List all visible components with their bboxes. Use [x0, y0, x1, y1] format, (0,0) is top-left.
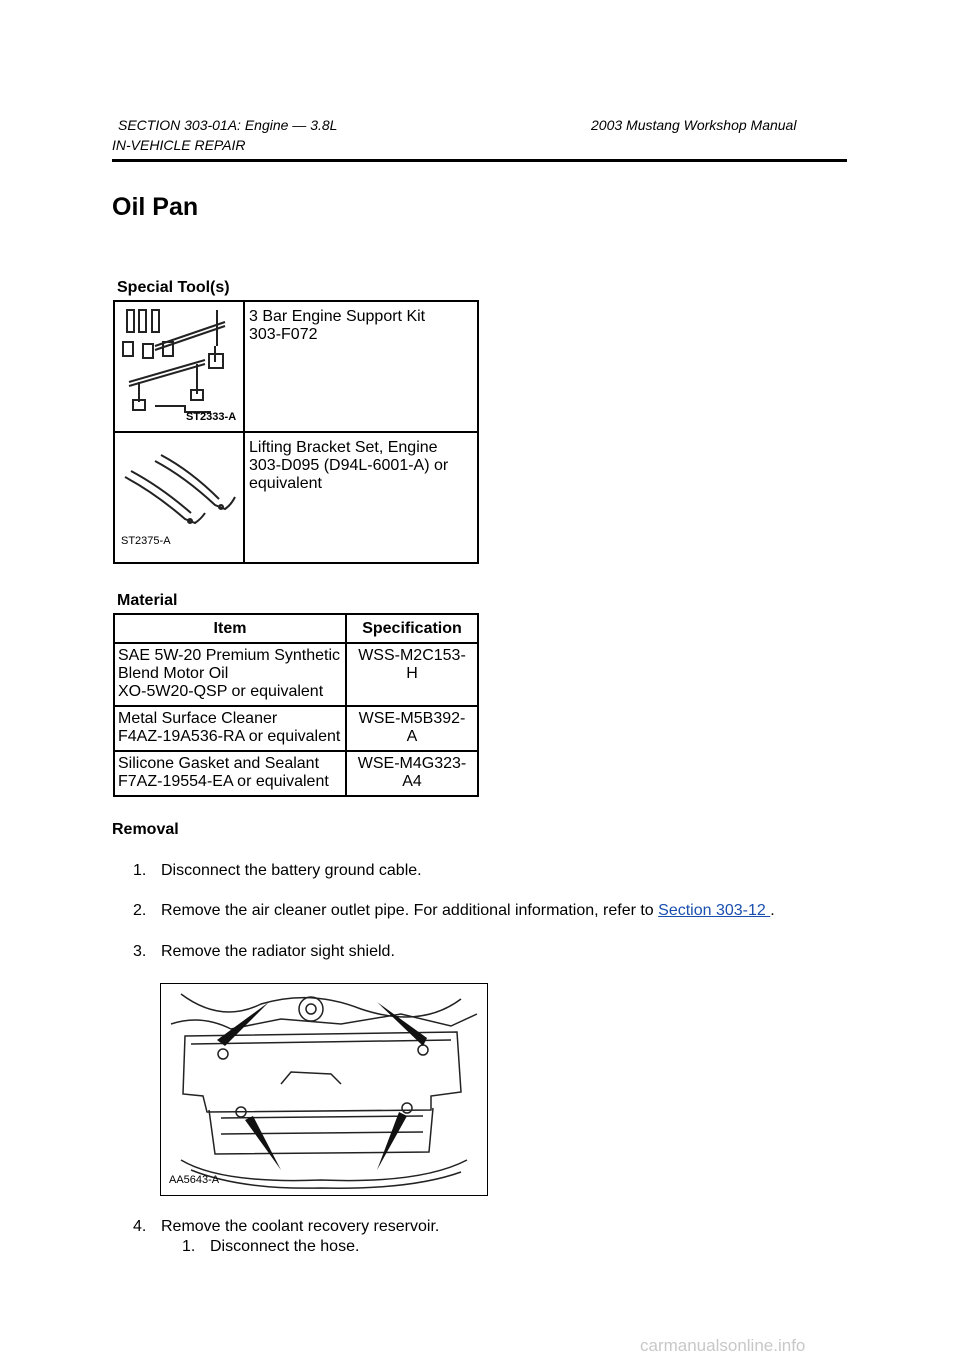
table-row — [114, 643, 478, 706]
removal-heading: Removal — [112, 821, 179, 838]
column-header-specification: Specification — [346, 614, 478, 643]
list-item: 3. Remove the radiator sight shield. — [133, 943, 395, 960]
table-row — [114, 751, 478, 796]
list-item: 4. Remove the coolant recovery reservoir. — [133, 1218, 440, 1235]
section-title: SECTION 303-01A: Engine — 3.8L — [118, 117, 338, 133]
material-caption: Material — [117, 592, 178, 609]
list-item: 1. Disconnect the hose. — [182, 1238, 360, 1255]
special-tools-table — [113, 300, 479, 564]
figure-label: AA5643-A — [169, 1174, 220, 1186]
tool-description: 3 Bar Engine Support Kit 303-F072 — [244, 301, 478, 432]
tool-image-label: ST2375-A — [121, 535, 171, 547]
column-header-item: Item — [114, 614, 346, 643]
spec-cell: WSS-M2C153- H — [346, 643, 478, 706]
material-table — [113, 613, 479, 797]
list-item: 2. Remove the air cleaner outlet pipe. For additional information, refer to Section 303-12 . — [133, 902, 775, 919]
radiator-sight-shield-figure — [160, 983, 488, 1196]
spec-cell: WSE-M5B392- A — [346, 706, 478, 751]
page-title: Oil Pan — [112, 193, 199, 221]
table-row — [114, 301, 478, 432]
tool-description: Lifting Bracket Set, Engine 303-D095 (D94L-6001-A) or equivalent — [244, 432, 478, 563]
radiator-sight-shield-illustration — [161, 984, 487, 1195]
table-header-row — [114, 614, 478, 643]
subsection-title: IN-VEHICLE REPAIR — [112, 137, 246, 153]
tool-image-cell — [114, 301, 244, 432]
section-303-12-link[interactable]: Section 303-12 — [658, 902, 771, 919]
item-cell: Silicone Gasket and Sealant F7AZ-19554-EA or equivalent — [114, 751, 346, 796]
header-rule — [112, 159, 847, 162]
table-row — [114, 432, 478, 563]
tool-image-label: ST2333-A — [186, 411, 237, 423]
special-tools-caption: Special Tool(s) — [117, 279, 230, 296]
spec-cell: WSE-M4G323- A4 — [346, 751, 478, 796]
table-row — [114, 706, 478, 751]
watermark: carmanualsonline.info — [640, 1336, 806, 1355]
tool-image-cell — [114, 432, 244, 563]
engine-support-kit-illustration — [115, 302, 243, 426]
manual-title: 2003 Mustang Workshop Manual — [591, 117, 797, 133]
item-cell: SAE 5W-20 Premium Synthetic Blend Motor Oil XO-5W20-QSP or equivalent — [114, 643, 346, 706]
item-cell: Metal Surface Cleaner F4AZ-19A536-RA or equivalent — [114, 706, 346, 751]
list-item: 1. Disconnect the battery ground cable. — [133, 862, 422, 879]
